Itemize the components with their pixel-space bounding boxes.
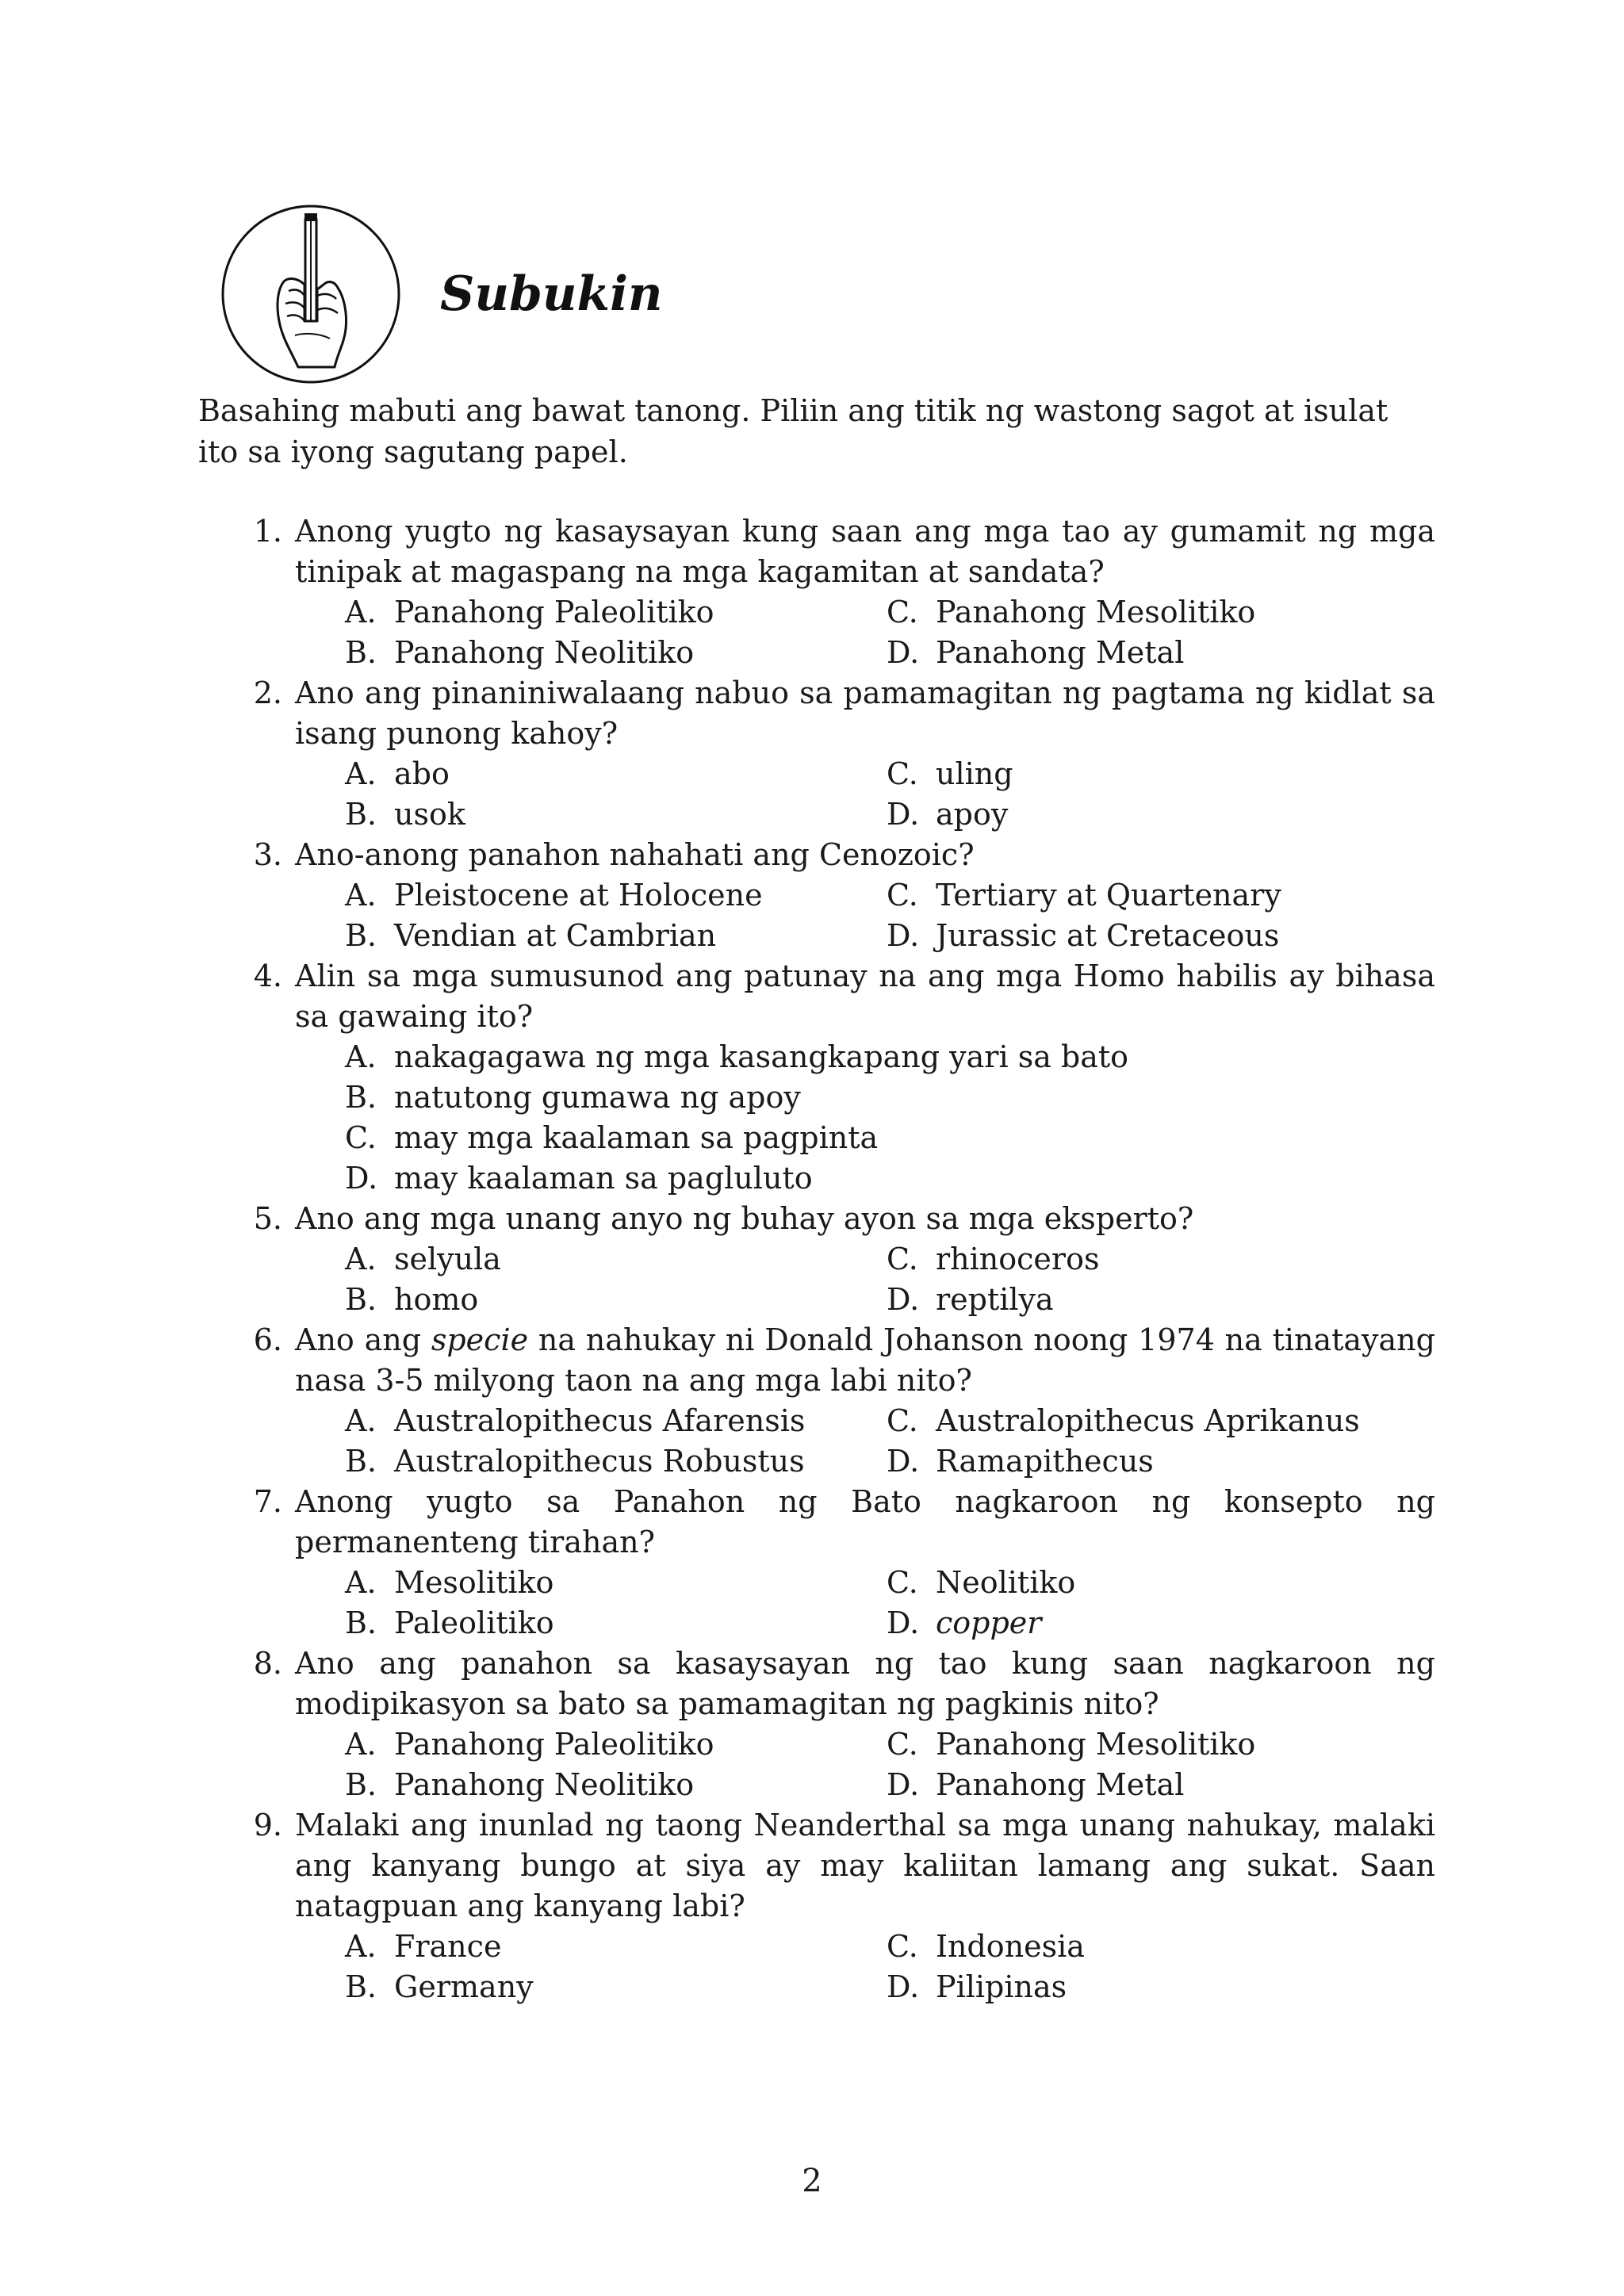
choice-b: B. usok xyxy=(345,797,465,832)
choice-b: B. Panahong Neolitiko xyxy=(345,635,695,670)
choice-b: B. natutong gumawa ng apoy xyxy=(345,1080,801,1115)
choices xyxy=(345,1724,1435,1805)
question-2 xyxy=(238,673,1435,835)
choice-a: A. Panahong Paleolitiko xyxy=(345,1727,714,1762)
choice-d: D. Pilipinas xyxy=(887,1969,1067,2004)
choice-b: B. Panahong Neolitiko xyxy=(345,1767,695,1802)
hand-holding-pencil-icon xyxy=(219,202,403,386)
question-3 xyxy=(238,835,1435,956)
question-9 xyxy=(238,1805,1435,2007)
question-text: Ano ang specie na nahukay ni Donald Johanson noong 1974 na tinatayang nasa 3-5 milyong taon na ang mga labi nito? xyxy=(295,1322,1435,1398)
choice-d: D. Ramapithecus xyxy=(887,1444,1154,1479)
choice-c: C. Australopithecus Aprikanus xyxy=(887,1403,1360,1438)
question-text: Alin sa mga sumusunod ang patunay na ang mga Homo habilis ay bihasa sa gawaing ito? xyxy=(295,959,1435,1034)
section-title: Subukin xyxy=(440,266,663,322)
question-list xyxy=(238,511,1435,2007)
page-number: 2 xyxy=(802,2163,822,2199)
question-text: Ano ang mga unang anyo ng buhay ayon sa mga eksperto? xyxy=(295,1201,1194,1236)
choice-b: B. homo xyxy=(345,1282,479,1317)
instructions: Basahing mabuti ang bawat tanong. Piliin ang titik ng wastong sagot at isulat ito sa iyong sagutang papel. xyxy=(198,393,1388,469)
choices xyxy=(345,592,1435,673)
choice-a: A. nakagagawa ng mga kasangkapang yari sa bato xyxy=(345,1039,1129,1074)
choice-a: A. abo xyxy=(345,756,450,791)
question-4 xyxy=(238,956,1435,1199)
question-number: 8. xyxy=(253,1646,282,1681)
choice-a: A. Panahong Paleolitiko xyxy=(345,595,714,629)
choice-a: A. selyula xyxy=(345,1242,501,1276)
question-number: 9. xyxy=(253,1808,282,1843)
choice-d: D. Jurassic at Cretaceous xyxy=(887,918,1280,953)
choice-a: A. Australopithecus Afarensis xyxy=(345,1403,806,1438)
choice-b: B. Paleolitiko xyxy=(345,1605,554,1640)
question-number: 5. xyxy=(253,1201,282,1236)
question-5 xyxy=(238,1199,1435,1320)
choices xyxy=(345,1927,1435,2007)
question-number: 4. xyxy=(253,959,282,993)
choice-c: C. may mga kaalaman sa pagpinta xyxy=(345,1120,879,1155)
question-text: Anong yugto sa Panahon ng Bato nagkaroon ng konsepto ng permanenteng tirahan? xyxy=(295,1484,1435,1559)
choice-d: D. apoy xyxy=(887,797,1009,832)
question-text: Ano-anong panahon nahahati ang Cenozoic? xyxy=(295,837,975,872)
choice-b: B. Germany xyxy=(345,1969,534,2004)
choices xyxy=(345,754,1435,835)
choice-c: C. Tertiary at Quartenary xyxy=(887,878,1281,913)
choices xyxy=(345,1239,1435,1320)
question-number: 3. xyxy=(253,837,282,872)
choice-d: D. Panahong Metal xyxy=(887,1767,1185,1802)
question-1 xyxy=(238,511,1435,673)
choices xyxy=(345,1037,1435,1199)
choices xyxy=(345,1563,1435,1644)
choice-c: C. Indonesia xyxy=(887,1929,1085,1964)
question-number: 7. xyxy=(253,1484,282,1519)
question-number: 1. xyxy=(253,514,282,549)
question-text: Malaki ang inunlad ng taong Neanderthal sa mga unang nahukay, malaki ang kanyang bungo at siya ay may kaliitan lamang ang sukat. Saan natagpuan ang kanyang labi? xyxy=(295,1808,1435,1923)
question-text: Ano ang panahon sa kasaysayan ng tao kung saan nagkaroon ng modipikasyon sa bato sa pamamagitan ng pagkinis nito? xyxy=(295,1646,1435,1721)
choice-b: B. Australopithecus Robustus xyxy=(345,1444,805,1479)
question-number: 2. xyxy=(253,675,282,710)
choice-c: C. Panahong Mesolitiko xyxy=(887,595,1256,629)
question-8 xyxy=(238,1644,1435,1805)
question-6 xyxy=(238,1320,1435,1482)
choice-d: D. Panahong Metal xyxy=(887,635,1185,670)
choices xyxy=(345,1401,1435,1482)
choice-a: A. Mesolitiko xyxy=(345,1565,554,1600)
question-number: 6. xyxy=(253,1322,282,1357)
choice-a: A. France xyxy=(345,1929,502,1964)
choices xyxy=(345,875,1435,956)
choice-d: D. copper xyxy=(887,1605,1042,1640)
choice-d: D. may kaalaman sa pagluluto xyxy=(345,1161,813,1196)
choice-a: A. Pleistocene at Holocene xyxy=(345,878,763,913)
choice-c: C. rhinoceros xyxy=(887,1242,1100,1276)
choice-c: C. Panahong Mesolitiko xyxy=(887,1727,1256,1762)
question-7 xyxy=(238,1482,1435,1644)
question-text: Anong yugto ng kasaysayan kung saan ang mga tao ay gumamit ng mga tinipak at magaspang na mga kagamitan at sandata? xyxy=(295,514,1435,589)
choice-c: C. uling xyxy=(887,756,1013,791)
choice-b: B. Vendian at Cambrian xyxy=(345,918,717,953)
choice-c: C. Neolitiko xyxy=(887,1565,1076,1600)
choice-d: D. reptilya xyxy=(887,1282,1054,1317)
question-text: Ano ang pinaniniwalaang nabuo sa pamamagitan ng pagtama ng kidlat sa isang punong kahoy? xyxy=(295,675,1435,751)
